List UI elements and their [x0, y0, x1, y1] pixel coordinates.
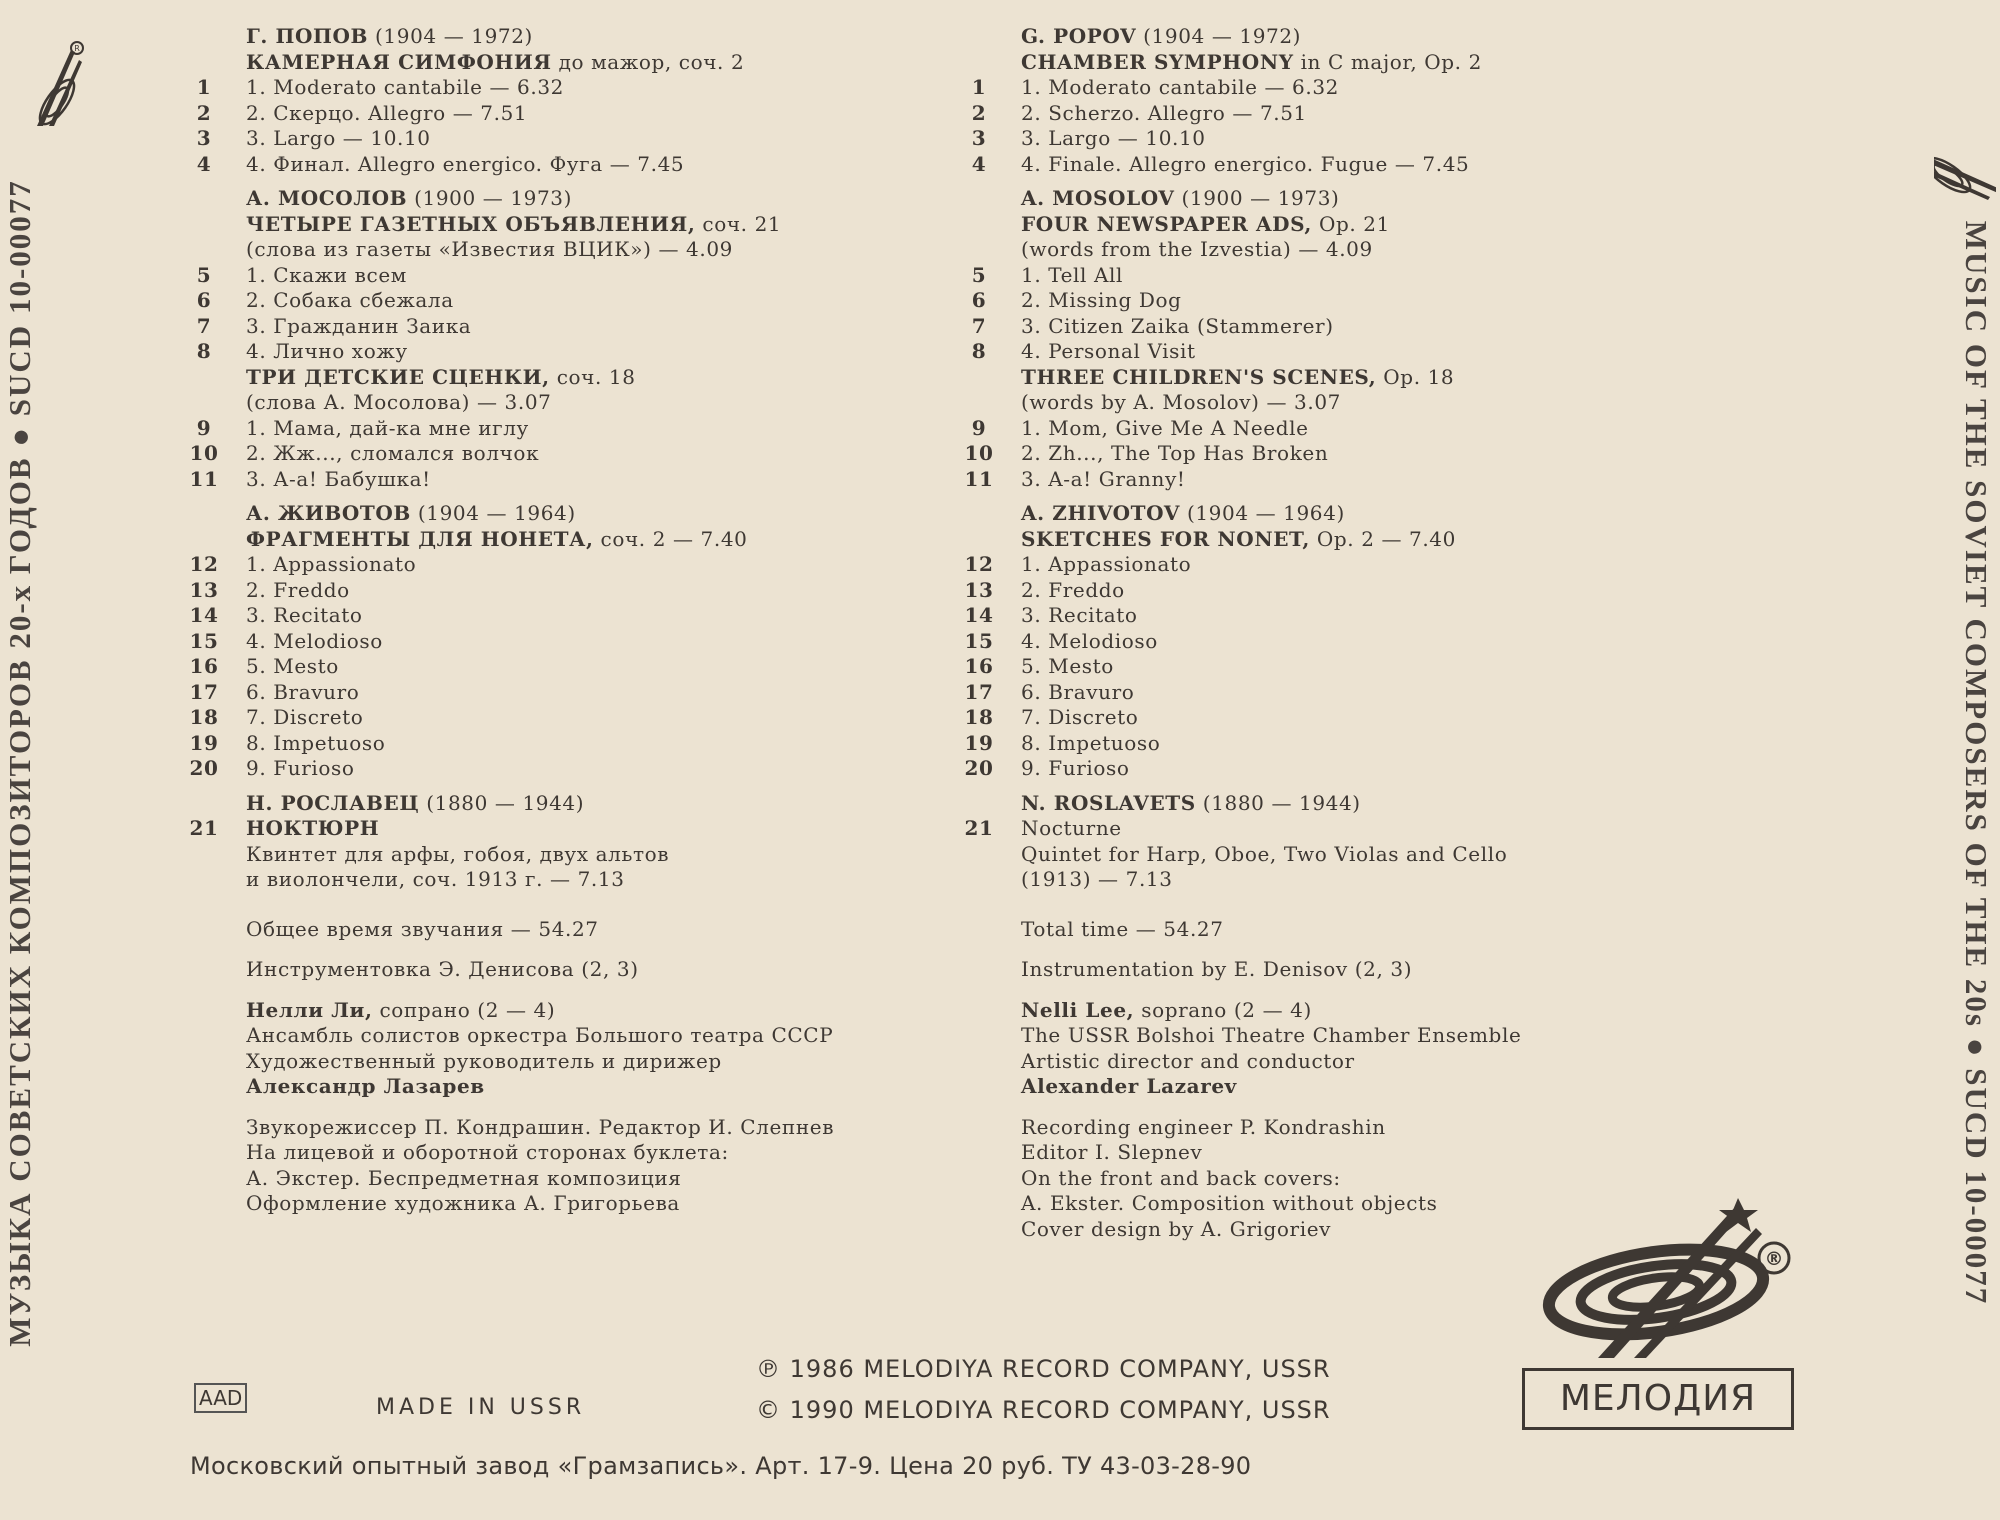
- track-row: [185, 680, 965, 706]
- track-title: 1. Moderato cantabile — 6.32: [1021, 75, 1339, 99]
- track-row: [185, 816, 965, 842]
- track-number: 9: [196, 415, 212, 440]
- track-title: 8. Impetuoso: [246, 730, 386, 755]
- track-number: 11: [964, 466, 994, 491]
- instrumentation: Инструментовка Э. Денисова (2, 3): [246, 957, 639, 981]
- conductor-name: Александр Лазарев: [246, 1074, 485, 1098]
- track-number: 13: [189, 577, 219, 602]
- track-row: [960, 680, 1740, 706]
- instrumentation: Instrumentation by E. Denisov (2, 3): [1021, 957, 1413, 981]
- manufacturer-footer: Московский опытный завод «Грамзапись». Арт. 17-9. Цена 20 руб. ТУ 43-03-28-90: [190, 1452, 1252, 1480]
- track-title: 1. Мама, дай-ка мне иглу: [246, 415, 529, 440]
- popov-section: [185, 24, 965, 177]
- copyright-text: 1990 MELODIYA RECORD COMPANY, USSR: [789, 1396, 1331, 1424]
- track-number: 12: [189, 552, 219, 576]
- track-number: 6: [971, 288, 987, 312]
- track-title: 2. Zh..., The Top Has Broken: [1021, 441, 1329, 465]
- composer-years: (1880 — 1944): [426, 790, 585, 815]
- work-title: НОКТЮРН: [246, 816, 380, 840]
- track-number: 19: [189, 730, 219, 755]
- track-title: 7. Discreto: [246, 705, 364, 729]
- work-detail: Op. 18: [1383, 364, 1455, 389]
- mosolov-section: [960, 186, 1740, 492]
- work-description: Quintet for Harp, Oboe, Two Violas and Cello: [1021, 841, 1508, 866]
- track-title: 1. Скажи всем: [246, 262, 407, 287]
- track-title: 4. Melodioso: [246, 628, 383, 653]
- track-number: 12: [964, 552, 994, 576]
- credit-line: Оформление художника А. Григорьева: [246, 1191, 680, 1215]
- track-title: 3. A-a! Granny!: [1021, 466, 1186, 491]
- track-number: 16: [964, 654, 994, 678]
- composer-years: (1904 — 1972): [1143, 24, 1302, 48]
- track-row: [960, 126, 1740, 152]
- track-title: 6. Bravuro: [1021, 679, 1135, 704]
- track-row: [960, 339, 1740, 365]
- track-row: [960, 705, 1740, 731]
- track-row: [185, 731, 965, 757]
- track-row: [185, 467, 965, 493]
- left-spine-text: МУЗЫКА СОВЕТСКИХ КОМПОЗИТОРОВ 20-х ГОДОВ ● SUCD 10-00077: [2, 179, 37, 1347]
- track-title: 5. Mesto: [246, 654, 339, 678]
- track-row: [960, 152, 1740, 178]
- track-title: 2. Scherzo. Allegro — 7.51: [1021, 100, 1307, 125]
- brand-name: МЕЛОДИЯ: [1522, 1368, 1794, 1430]
- track-title: 2. Missing Dog: [1021, 288, 1182, 312]
- track-number: 21: [964, 816, 994, 840]
- work-title: Nocturne: [1021, 816, 1122, 840]
- track-row: [185, 629, 965, 655]
- track-row: [185, 75, 965, 101]
- track-title: 4. Финал. Allegro energico. Фуга — 7.45: [246, 151, 685, 176]
- work-detail: соч. 18: [556, 364, 636, 389]
- track-number: 1: [196, 75, 212, 99]
- director-role: Художественный руководитель и дирижер: [246, 1048, 722, 1073]
- track-row: [960, 654, 1740, 680]
- registered-mark-text: ®: [1764, 1248, 1784, 1270]
- track-row: [960, 552, 1740, 578]
- track-title: 1. Appassionato: [246, 552, 417, 576]
- work-detail: соч. 21: [702, 211, 782, 236]
- track-row: [960, 416, 1740, 442]
- track-row: [185, 705, 965, 731]
- track-row: [960, 288, 1740, 314]
- track-number: 1: [971, 75, 987, 99]
- track-title: 4. Melodioso: [1021, 628, 1158, 653]
- work-title: CHAMBER SYMPHONY: [1021, 49, 1294, 74]
- track-number: 14: [964, 603, 994, 627]
- composer-years: (1900 — 1973): [414, 186, 573, 210]
- credit-line: A. Ekster. Composition without objects: [1021, 1191, 1438, 1215]
- ensemble: Ансамбль солистов оркестра Большого театра СССР: [246, 1023, 834, 1047]
- work-note: (слова из газеты «Известия ВЦИК») — 4.09: [246, 237, 733, 261]
- track-number: 10: [189, 441, 219, 465]
- track-number: 20: [189, 756, 219, 780]
- work-title: КАМЕРНАЯ СИМФОНИЯ: [246, 49, 552, 74]
- track-number: 15: [964, 628, 994, 653]
- track-title: 5. Mesto: [1021, 654, 1114, 678]
- svg-text:R: R: [74, 44, 80, 53]
- track-row: [185, 263, 965, 289]
- track-row: [185, 578, 965, 604]
- composer-name: А. ЖИВОТОВ: [246, 501, 411, 525]
- aad-badge: AAD: [194, 1383, 247, 1413]
- work-detail: Op. 21: [1318, 211, 1390, 236]
- track-row: [185, 126, 965, 152]
- track-number: 7: [196, 313, 212, 338]
- track-row: [185, 314, 965, 340]
- track-row: [185, 552, 965, 578]
- track-number: 8: [196, 339, 212, 363]
- track-number: 17: [189, 679, 219, 704]
- work-title: THREE CHILDREN'S SCENES,: [1021, 364, 1377, 389]
- track-row: [960, 756, 1740, 782]
- track-title: 3. Recitato: [246, 603, 363, 627]
- composer-years: (1880 — 1944): [1202, 790, 1361, 815]
- track-number: 5: [971, 262, 987, 287]
- track-title: 9. Furioso: [1021, 756, 1130, 780]
- conductor-name: Alexander Lazarev: [1021, 1074, 1237, 1098]
- work-note: (words from the Izvestia) — 4.09: [1021, 237, 1373, 261]
- composer-name: A. MOSOLOV: [1021, 186, 1175, 210]
- english-column: [960, 24, 1740, 1242]
- track-row: [185, 416, 965, 442]
- composer-name: Н. РОСЛАВЕЦ: [246, 790, 420, 815]
- track-title: 6. Bravuro: [246, 679, 360, 704]
- work-title: ТРИ ДЕТСКИЕ СЦЕНКИ,: [246, 364, 550, 389]
- track-number: 10: [964, 441, 994, 465]
- composer-name: A. ZHIVOTOV: [1021, 501, 1180, 525]
- track-title: 2. Жж..., сломался волчок: [246, 441, 540, 465]
- soloist-name: Nelli Lee,: [1021, 997, 1135, 1022]
- track-title: 1. Appassionato: [1021, 552, 1192, 576]
- credit-line: Звукорежиссер П. Кондрашин. Редактор И. Слепнев: [246, 1114, 835, 1139]
- phonogram-symbol: ℗: [756, 1355, 781, 1383]
- track-row: [960, 578, 1740, 604]
- credit-line: Editor I. Slepnev: [1021, 1140, 1203, 1164]
- copyright-line: [756, 1396, 1331, 1424]
- track-row: [960, 603, 1740, 629]
- work-detail: соч. 2 — 7.40: [600, 526, 748, 551]
- track-title: 1. Mom, Give Me A Needle: [1021, 415, 1309, 440]
- composer-years: (1904 — 1972): [375, 24, 533, 48]
- soloist-name: Нелли Ли,: [246, 997, 373, 1022]
- zhivotov-section: [185, 501, 965, 782]
- track-number: 3: [971, 126, 987, 150]
- roslavets-section: [185, 791, 965, 893]
- track-number: 14: [189, 603, 219, 627]
- work-title: FOUR NEWSPAPER ADS,: [1021, 211, 1312, 236]
- track-row: [960, 816, 1740, 842]
- track-number: 4: [971, 151, 987, 176]
- track-row: [185, 339, 965, 365]
- track-title: 4. Лично хожу: [246, 339, 408, 363]
- track-title: 3. Largo — 10.10: [246, 126, 431, 150]
- work-description: Квинтет для арфы, гобоя, двух альтов: [246, 841, 670, 866]
- track-row: [960, 731, 1740, 757]
- track-title: 2. Скерцо. Allegro — 7.51: [246, 100, 528, 125]
- track-title: 7. Discreto: [1021, 705, 1139, 729]
- work-description: (1913) — 7.13: [1021, 867, 1173, 891]
- track-row: [960, 314, 1740, 340]
- track-number: 17: [964, 679, 994, 704]
- credit-line: Cover design by A. Grigoriev: [1021, 1216, 1332, 1241]
- track-row: [960, 75, 1740, 101]
- ensemble: The USSR Bolshoi Theatre Chamber Ensemble: [1021, 1023, 1522, 1047]
- total-time: Общее время звучания — 54.27: [246, 916, 599, 941]
- track-row: [185, 603, 965, 629]
- director-role: Artistic director and conductor: [1021, 1048, 1355, 1073]
- phonogram-line: [756, 1355, 1331, 1383]
- track-number: 21: [189, 816, 219, 840]
- track-row: [960, 441, 1740, 467]
- roslavets-section: [960, 791, 1740, 893]
- track-row: [960, 101, 1740, 127]
- track-number: 2: [971, 100, 987, 125]
- zhivotov-section: [960, 501, 1740, 782]
- track-title: 4. Personal Visit: [1021, 339, 1196, 363]
- track-number: 7: [971, 313, 987, 338]
- total-time: Total time — 54.27: [1021, 916, 1224, 941]
- track-title: 8. Impetuoso: [1021, 730, 1161, 755]
- track-row: [185, 654, 965, 680]
- work-title: ЧЕТЫРЕ ГАЗЕТНЫХ ОБЪЯВЛЕНИЯ,: [246, 211, 696, 236]
- track-row: [185, 101, 965, 127]
- work-detail: Op. 2 — 7.40: [1316, 526, 1456, 551]
- track-row: [960, 263, 1740, 289]
- melodiya-logo-icon: [1934, 130, 1996, 220]
- work-title: SKETCHES FOR NONET,: [1021, 526, 1310, 551]
- track-number: 18: [189, 705, 219, 729]
- track-row: [960, 467, 1740, 493]
- work-detail: in C major, Op. 2: [1300, 49, 1482, 74]
- work-description: и виолончели, соч. 1913 г. — 7.13: [246, 867, 625, 891]
- track-number: 3: [196, 126, 212, 150]
- popov-section: [960, 24, 1740, 177]
- track-number: 13: [964, 577, 994, 602]
- track-number: 4: [196, 151, 212, 176]
- track-title: 4. Finale. Allegro energico. Fugue — 7.45: [1021, 151, 1470, 176]
- track-title: 3. Citizen Zaika (Stammerer): [1021, 313, 1334, 338]
- composer-years: (1904 — 1964): [417, 501, 576, 525]
- track-row: [185, 441, 965, 467]
- credit-line: On the front and back covers:: [1021, 1165, 1341, 1190]
- composer-years: (1900 — 1973): [1181, 186, 1340, 210]
- track-number: 18: [964, 705, 994, 729]
- track-row: [185, 288, 965, 314]
- copyright-symbol: ©: [756, 1396, 781, 1424]
- credit-line: А. Экстер. Беспредметная композиция: [246, 1165, 682, 1190]
- soloist-role: сопрано (2 — 4): [379, 997, 556, 1022]
- credit-line: Recording engineer P. Kondrashin: [1021, 1114, 1386, 1139]
- russian-column: [185, 24, 965, 1217]
- composer-name: А. МОСОЛОВ: [246, 186, 408, 210]
- track-number: 6: [196, 288, 212, 312]
- registered-mark-icon: [1756, 1240, 1792, 1276]
- soloist-role: soprano (2 — 4): [1141, 997, 1312, 1022]
- composer-name: G. POPOV: [1021, 24, 1137, 48]
- track-title: 2. Freddo: [1021, 577, 1125, 602]
- made-in-text: MADE IN USSR: [376, 1395, 586, 1420]
- track-row: [185, 756, 965, 782]
- track-number: 8: [971, 339, 987, 363]
- melodiya-logo-icon: [26, 40, 88, 130]
- track-title: 3. А-а! Бабушка!: [246, 466, 431, 491]
- track-number: 2: [196, 100, 212, 125]
- track-number: 19: [964, 730, 994, 755]
- right-spine-text: MUSIC OF THE SOVIET COMPOSERS OF THE 20s ● SUCD 10-00077: [1959, 220, 1994, 1306]
- work-note: (слова А. Мосолова) — 3.07: [246, 390, 552, 414]
- phonogram-text: 1986 MELODIYA RECORD COMPANY, USSR: [789, 1355, 1331, 1383]
- composer-years: (1904 — 1964): [1186, 501, 1345, 525]
- work-detail: до мажор, соч. 2: [558, 49, 745, 74]
- track-number: 9: [971, 415, 987, 440]
- track-number: 20: [964, 756, 994, 780]
- composer-name: Г. ПОПОВ: [246, 24, 369, 48]
- work-title: ФРАГМЕНТЫ ДЛЯ НОНЕТА,: [246, 526, 594, 551]
- track-number: 11: [189, 466, 219, 491]
- track-number: 5: [196, 262, 212, 287]
- track-title: 1. Moderato cantabile — 6.32: [246, 75, 564, 99]
- track-number: 15: [189, 628, 219, 653]
- track-title: 3. Гражданин Заика: [246, 313, 472, 338]
- composer-name: N. ROSLAVETS: [1021, 790, 1196, 815]
- track-title: 2. Freddo: [246, 577, 350, 602]
- track-title: 1. Tell All: [1021, 262, 1124, 287]
- credit-line: На лицевой и оборотной сторонах буклета:: [246, 1140, 729, 1164]
- track-title: 3. Largo — 10.10: [1021, 126, 1206, 150]
- track-title: 3. Recitato: [1021, 603, 1138, 627]
- track-title: 9. Furioso: [246, 756, 355, 780]
- work-note: (words by A. Mosolov) — 3.07: [1021, 390, 1341, 414]
- track-title: 2. Собака сбежала: [246, 288, 454, 312]
- track-number: 16: [189, 654, 219, 678]
- track-row: [960, 629, 1740, 655]
- mosolov-section: [185, 186, 965, 492]
- track-row: [185, 152, 965, 178]
